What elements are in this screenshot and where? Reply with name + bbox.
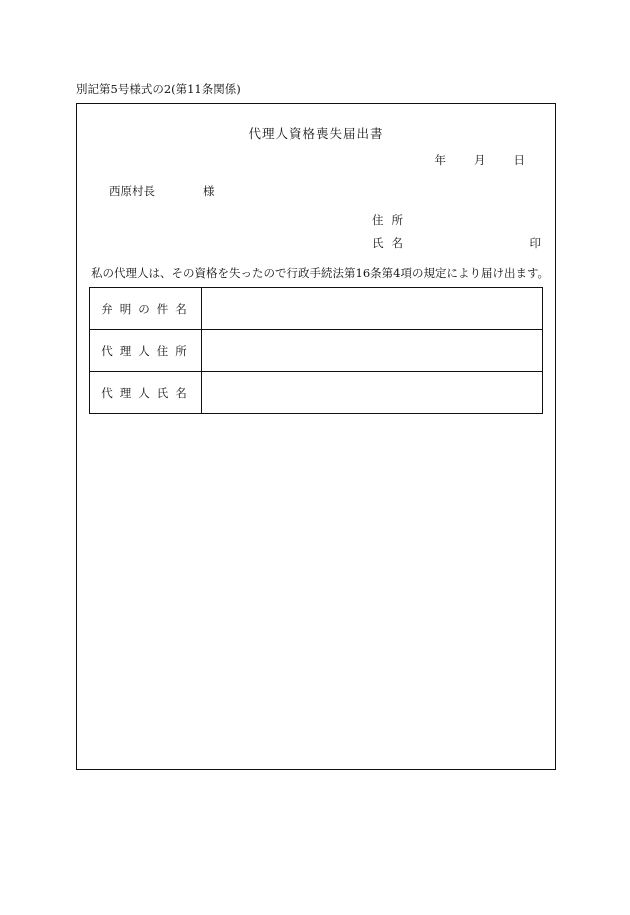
row-value-agent-name[interactable] — [202, 372, 543, 414]
statement-text: 私の代理人は、その資格を失ったので行政手続法第16条第4項の規定により届け出ます。 — [91, 266, 550, 280]
date-year-label: 年 — [434, 153, 446, 167]
date-day-label: 日 — [513, 153, 525, 167]
row-value-case-name[interactable] — [202, 288, 543, 330]
seal-label: 印 — [529, 236, 541, 250]
row-label-agent-address: 代理人住所 — [90, 330, 202, 372]
applicant-name-label: 氏名 — [372, 236, 411, 250]
row-label-case-name: 弁明の件名 — [90, 288, 202, 330]
table-row — [90, 288, 543, 330]
form-reference: 別記第5号様式の2(第11条関係) — [76, 82, 241, 96]
date-line — [435, 152, 526, 168]
addressee — [109, 183, 215, 199]
table-row — [90, 330, 543, 372]
addressee-honorific: 様 — [203, 184, 215, 198]
applicant-address-label: 住所 — [372, 213, 411, 227]
document-title: 代理人資格喪失届出書 — [248, 126, 384, 141]
addressee-name: 西原村長 — [109, 184, 155, 198]
row-value-agent-address[interactable] — [202, 330, 543, 372]
table-row — [90, 372, 543, 414]
row-label-agent-name: 代理人氏名 — [90, 372, 202, 414]
date-month-label: 月 — [474, 153, 486, 167]
info-table — [89, 287, 543, 414]
form-frame — [76, 103, 556, 770]
